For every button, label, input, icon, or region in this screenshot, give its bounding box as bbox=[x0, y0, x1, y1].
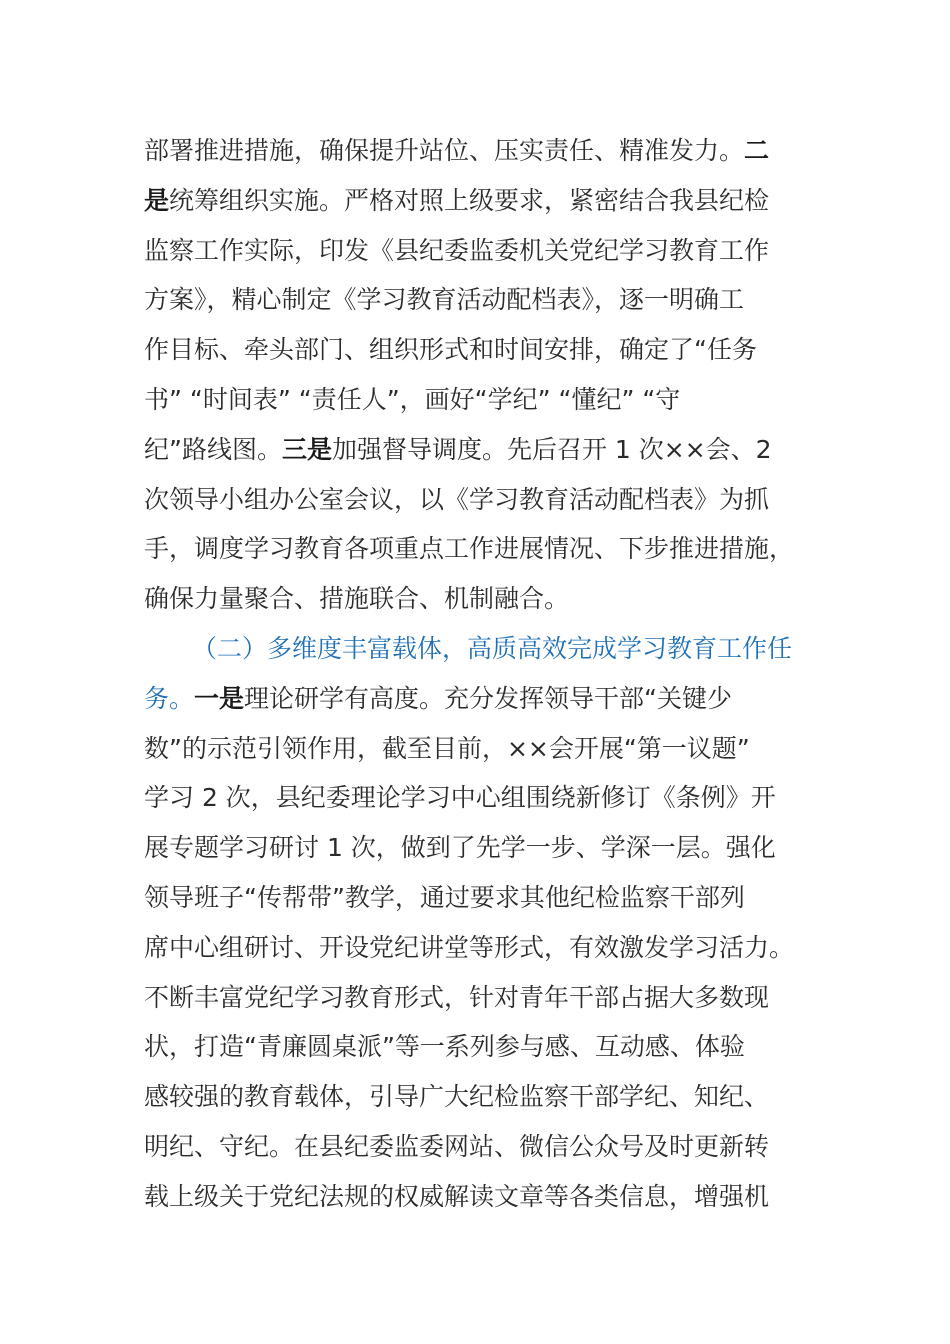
section-heading: （二）多维度丰富载体，高质高效完成学习教育工作任 bbox=[192, 634, 793, 663]
text-line bbox=[144, 1077, 769, 1117]
text-line bbox=[144, 579, 569, 619]
body-text: 监察工作实际，印发《县纪委监委机关党纪学习教育工作 bbox=[144, 235, 770, 265]
text-line bbox=[144, 231, 769, 271]
body-text: 载上级关于党纪法规的权威解读文章等各类信息，增强机 bbox=[144, 1181, 770, 1211]
text-line bbox=[144, 1177, 769, 1217]
bold-label: 二 bbox=[744, 136, 770, 165]
bold-label: 一是 bbox=[194, 683, 245, 713]
text-line bbox=[144, 928, 794, 968]
body-text: 手，调度学习教育各项重点工作进展情况、下步推进措施， bbox=[144, 534, 795, 564]
text-line bbox=[144, 529, 794, 569]
text-line bbox=[144, 978, 769, 1018]
text-line bbox=[144, 430, 772, 470]
body-text: 统筹组织实施。严格对照上级要求，紧密结合我县纪检 bbox=[169, 185, 770, 215]
text-line bbox=[144, 828, 776, 868]
body-text: 领导班子“传帮带”教学，通过要求其他纪检监察干部列 bbox=[144, 883, 745, 912]
text-line bbox=[144, 480, 769, 520]
text-line bbox=[144, 1027, 745, 1067]
body-text: 状，打造“青廉圆桌派”等一系列参与感、互动感、体验 bbox=[144, 1032, 745, 1062]
body-text: 学习 2 次，县纪委理论学习中心组围绕新修订《条例》开 bbox=[144, 783, 776, 813]
body-text: 不断丰富党纪学习教育形式，针对青年干部占据大多数现 bbox=[144, 982, 770, 1012]
text-line bbox=[192, 629, 792, 669]
body-text: 数”的示范引领作用，截至目前，××会开展“第一议题” bbox=[144, 733, 750, 763]
text-line bbox=[144, 679, 732, 719]
bold-label: 是 bbox=[144, 185, 170, 215]
body-text: 确保力量聚合、措施联合、机制融合。 bbox=[144, 584, 570, 614]
body-text: 理论研学有高度。充分发挥领导干部“关键少 bbox=[244, 683, 732, 713]
text-line bbox=[144, 1127, 769, 1167]
text-line bbox=[144, 729, 750, 769]
text-line bbox=[144, 131, 769, 171]
text-line bbox=[144, 181, 769, 221]
body-text: 部署推进措施，确保提升站位、压实责任、精准发力。 bbox=[144, 136, 745, 165]
body-text: 感较强的教育载体，引导广大纪检监察干部学纪、知纪、 bbox=[144, 1082, 770, 1112]
text-line bbox=[144, 280, 744, 320]
text-line bbox=[144, 878, 745, 918]
text-line bbox=[144, 778, 776, 818]
body-text: 作目标、牵头部门、组织形式和时间安排，确定了“任务 bbox=[144, 335, 757, 365]
body-text: 纪”路线图。 bbox=[144, 434, 282, 464]
section-heading: 务。 bbox=[144, 683, 195, 713]
body-text: 方案》，精心制定《学习教育活动配档表》，逐一明确工 bbox=[144, 285, 745, 315]
body-text: 书” “时间表” “责任人”，画好“学纪” “懂纪” “守 bbox=[144, 385, 681, 414]
text-line bbox=[144, 380, 680, 420]
text-line bbox=[144, 330, 757, 370]
body-text: 席中心组研讨、开设党纪讲堂等形式，有效激发学习活力。 bbox=[144, 932, 795, 962]
body-text: 展专题学习研讨 1 次，做到了先学一步、学深一层。强化 bbox=[144, 833, 776, 863]
body-text: 次领导小组办公室会议，以《学习教育活动配档表》为抓 bbox=[144, 484, 770, 514]
body-text: 明纪、守纪。在县纪委监委网站、微信公众号及时更新转 bbox=[144, 1132, 770, 1161]
bold-label: 三是 bbox=[281, 434, 332, 464]
body-text: 加强督导调度。先后召开 1 次××会、2 bbox=[331, 434, 772, 464]
